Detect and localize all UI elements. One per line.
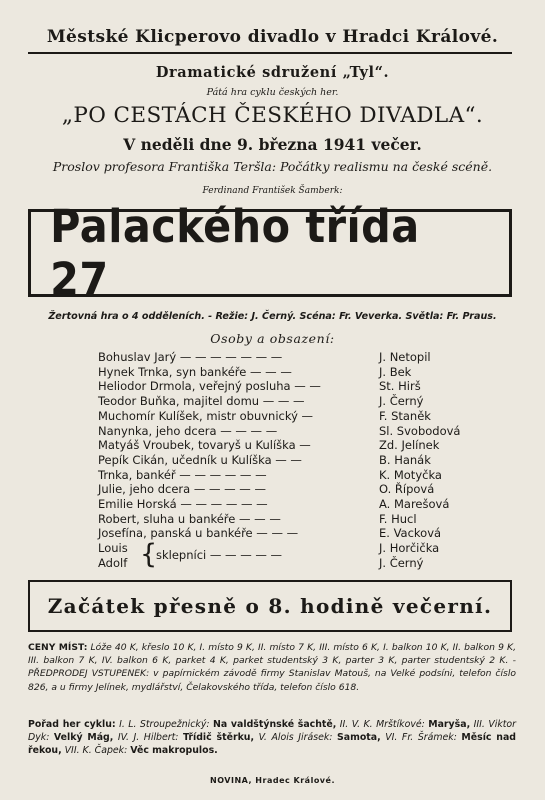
shoemaker-name: Louis [98,541,128,555]
prices-paragraph [28,641,516,694]
prices-text: Lóže 40 K, křeslo 10 K, I. místo 9 K, II. místo 7 K, III. místo 6 K, I. balkon 10 K, II. balkon 9 K, III. balkon 7 K, IV. balkon 6 K, parket 4 K, parket studentský 3 K, parter 3 K, parter studentský 2 K. - PŘEDPRODEJ VSTUPENEK: v papírnickém závodě firmy Stanislav Matouš, na Velké podsíni, telefon číslo 826, a u firmy Jelínek, mydlářství, Čelakovského třída, telefon číslo 618. [28,642,516,693]
shoemakers-role: sklepníci — — — — — [156,548,283,562]
theatre-name: Městské Klicperovo divadlo v Hradci Králové. [46,27,499,47]
program-paragraph [28,718,516,758]
cast-heading: Osoby a obsazení: [210,331,335,346]
play-title-box [28,200,512,306]
cast-role: Muchomír Kulíšek, mistr obuvnický — [98,408,314,423]
cast-role: Pepík Cikán, učedník u Kulíška — — [98,452,302,467]
program-play-title: Samota, [337,732,381,744]
cast-role: Matyáš Vroubek, tovaryš u Kulíška — [98,438,311,453]
cast-actor: Sl. Svobodová [379,423,461,438]
start-time-box [28,580,512,632]
cast-actor: F. Hucl [379,511,417,526]
cast-role: Heliodor Drmola, veřejný posluha — — [98,379,321,394]
credits-line: Žertovná hra o 4 odděleních. - Režie: J. Černý. Scéna: Fr. Veverka. Světla: Fr. Praus. [48,311,497,322]
author-line: Ferdinand František Šamberk: [202,186,343,196]
cast-row [98,438,488,453]
lecture-line: Proslov profesora Františka Teršla: Počátky realismu na české scéně. [52,159,493,174]
cast-row [98,365,488,380]
performance-date: V neděli dne 9. března 1941 večer. [123,135,422,154]
cast-actor: B. Hanák [379,452,431,467]
cast-row [98,424,488,439]
cast-actor: A. Marešová [379,497,450,511]
program-label: Pořad her cyklu: [28,719,116,730]
cast-row [98,379,488,394]
cast-actor: J. Černý [379,556,424,570]
cast-role: Nanynka, jeho dcera — — — — [98,423,278,438]
shoemaker-name: Adolf [98,556,128,570]
cast-actor: J. Černý [379,394,424,409]
brace-icon: { [140,539,158,570]
cast-actor: J. Horčička [379,541,440,555]
cast-row [98,394,488,409]
cast-role: Emilie Horská — — — — — — [98,497,268,511]
program-lead: VI. Fr. Šrámek: [385,732,457,744]
cast-row [98,453,488,468]
cast-role: Robert, sluha u bankéře — — — [98,511,281,526]
prices-label: CENY MÍST: [28,642,88,653]
cast-actor: K. Motyčka [379,467,442,482]
header-divider [28,52,512,54]
cast-actor: F. Staněk [379,408,431,423]
cast-row [98,350,488,365]
cast-actor: E. Vacková [379,526,442,541]
program-play-title: Měsíc nad řekou, [28,732,516,757]
cast-actor: J. Netopil [379,350,431,364]
start-time: Začátek přesně o 8. hodině večerní. [47,594,493,618]
program-lead: V. Alois Jirásek: [258,732,333,744]
cast-row [98,468,488,483]
cycle-line: Pátá hra cyklu českých her. [206,87,339,98]
cast-role: Trnka, bankéř — — — — — — [98,467,267,482]
cast-role: Hynek Trnka, syn bankéře — — — [98,364,292,379]
printer-line: NOVINA, Hradec Králové. [210,776,335,785]
cast-row [98,497,488,512]
cycle-title: „PO CESTÁCH ČESKÉHO DIVADLA“. [61,103,484,128]
program-play-title: Třídič štěrku, [183,732,255,744]
cast-role: Julie, jeho dcera — — — — — [98,482,266,497]
program-play-title: Velký Mág, [53,732,114,744]
program-play-title: Věc makropulos. [130,745,218,757]
cast-row [98,409,488,424]
cast-actor: St. Hirš [379,379,421,394]
cast-shoemakers [98,541,488,571]
program-play-title: Na valdštýnské šachtě, [213,719,337,730]
cast-role: Josefína, panská u bankéře — — — [98,526,299,541]
program-play-title: Maryša, [428,719,471,730]
program-lead: III. Viktor Dyk: [28,719,517,744]
cast-actor: O. Řípová [379,482,435,497]
cast-role: Bohuslav Jarý — — — — — — — [98,350,283,364]
play-title: Palackého třída 27 [50,200,420,306]
program-lead: I. L. Stroupežnický: [119,719,210,730]
cast-row [98,482,488,497]
program-lead: IV. J. Hilbert: [117,732,179,744]
cast-actor: Zd. Jelínek [379,438,440,453]
program-lead: VII. K. Čapek: [64,745,128,757]
cast-role: Teodor Buňka, majitel domu — — — [98,394,305,409]
cast-row [98,512,488,527]
program-lead: II. V. K. Mrštíkové: [339,719,425,730]
society-name: Dramatické sdružení „Tyl“. [155,64,390,81]
cast-actor: J. Bek [379,364,412,379]
